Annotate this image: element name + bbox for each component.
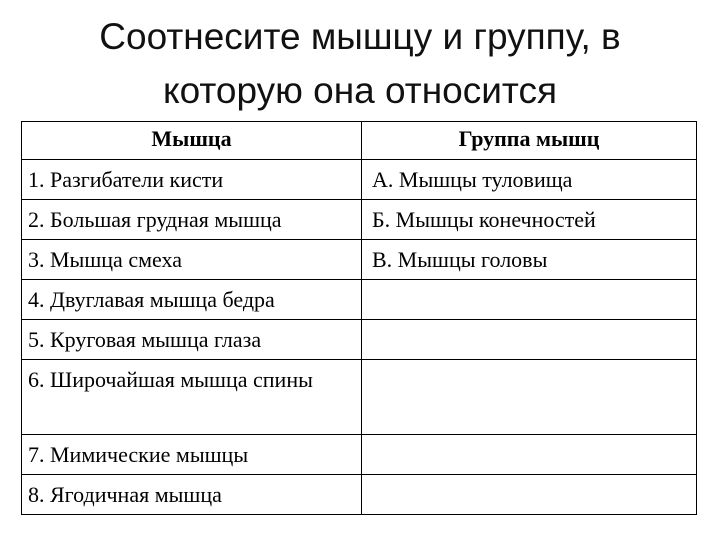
muscle-cell: 2. Большая грудная мышца [22, 200, 362, 240]
group-cell [362, 320, 697, 360]
header-muscle: Мышца [22, 122, 362, 160]
group-cell: Б. Мышцы конечностей [362, 200, 697, 240]
muscle-cell: 7. Мимические мышцы [22, 435, 362, 475]
group-cell [362, 435, 697, 475]
slide-title-line-1: Соотнесите мышцу и группу, в [99, 16, 621, 57]
matching-table [21, 121, 697, 515]
muscle-cell: 1. Разгибатели кисти [22, 160, 362, 200]
muscle-cell: 4. Двуглавая мышца бедра [22, 280, 362, 320]
table-row [22, 160, 697, 200]
table-row [22, 200, 697, 240]
group-cell: А. Мышцы туловища [362, 160, 697, 200]
muscle-cell: 6. Широчайшая мышца спины [22, 360, 362, 435]
table-row [22, 240, 697, 280]
table-header-row [22, 122, 697, 160]
slide-title-line-2: которую она относится [163, 70, 557, 111]
table-row [22, 435, 697, 475]
table-row [22, 360, 697, 435]
group-cell: В. Мышцы головы [362, 240, 697, 280]
table-row [22, 280, 697, 320]
group-cell [362, 280, 697, 320]
muscle-cell: 5. Круговая мышца глаза [22, 320, 362, 360]
table-row [22, 475, 697, 515]
group-cell [362, 475, 697, 515]
muscle-cell: 3. Мышца смеха [22, 240, 362, 280]
slide-title [0, 10, 720, 118]
table-row [22, 320, 697, 360]
muscle-cell: 8. Ягодичная мышца [22, 475, 362, 515]
group-cell [362, 360, 697, 435]
header-muscle-group: Группа мышц [362, 122, 697, 160]
